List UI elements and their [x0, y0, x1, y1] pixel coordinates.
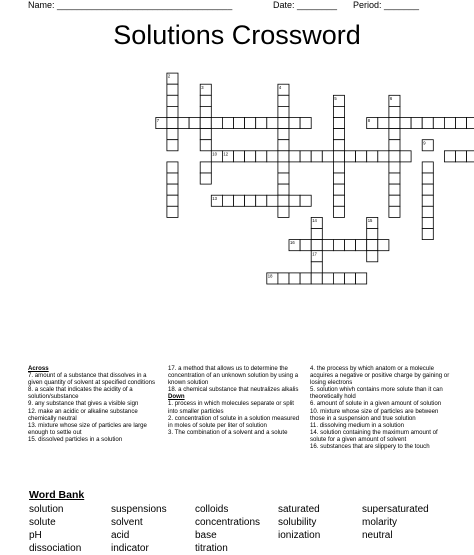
crossword-cell[interactable]	[333, 118, 344, 129]
crossword-cell[interactable]	[200, 140, 211, 151]
crossword-cell[interactable]	[178, 118, 189, 129]
across-clue: 18. a chemical substance that neutralizes alkalis	[168, 386, 299, 394]
across-clue: 8. a scale that indicates the acidity of a solution/substance	[28, 386, 133, 401]
crossword-cell[interactable]	[300, 273, 311, 284]
crossword-cell[interactable]	[389, 173, 400, 184]
word-bank-word: titration	[195, 543, 228, 554]
crossword-cell[interactable]	[222, 195, 233, 206]
crossword-cell[interactable]	[433, 118, 444, 129]
crossword-cell[interactable]	[389, 106, 400, 117]
clue-number: 5	[334, 95, 337, 101]
crossword-cell[interactable]	[378, 240, 389, 251]
date-field-label: Date: ________	[273, 0, 338, 10]
crossword-cell[interactable]	[422, 184, 433, 195]
down-clue: 4. the process by which anatom or a molecule acquires a negative or positive charge by gaining or losing electrons	[310, 365, 450, 387]
word-bank-word: pH	[29, 530, 42, 541]
crossword-cell[interactable]	[278, 140, 289, 151]
crossword-cell[interactable]	[300, 118, 311, 129]
crossword-cell[interactable]	[278, 195, 289, 206]
crossword-cell[interactable]	[289, 151, 300, 162]
clue-number: 17	[312, 251, 317, 257]
crossword-cell[interactable]	[278, 206, 289, 217]
clue-number: 8	[367, 118, 371, 124]
crossword-cell[interactable]	[278, 129, 289, 140]
down-clue: 3. The combination of a solvent and a solute	[168, 428, 288, 436]
crossword-cell[interactable]	[333, 173, 344, 184]
page-title: Solutions Crossword	[113, 20, 361, 50]
crossword-cell[interactable]	[167, 206, 178, 217]
crossword-cell[interactable]	[356, 151, 367, 162]
crossword-cell[interactable]	[289, 273, 300, 284]
down-clue: 2. concentration of solute in a solution measured in moles of solute per liter of solution	[168, 414, 300, 429]
clue-number: 10	[212, 151, 217, 157]
clue-number: 7	[156, 118, 160, 124]
down-clue: 6. amount of solute in a given amount of solution	[310, 400, 442, 408]
crossword-cell[interactable]	[311, 240, 322, 251]
crossword-cell[interactable]	[267, 118, 278, 129]
crossword-cell[interactable]	[278, 162, 289, 173]
down-clue: 10. mixture whose size of particles are between those in a suspension and true solution	[310, 407, 439, 422]
crossword-cell[interactable]	[189, 118, 200, 129]
crossword-cell[interactable]	[300, 151, 311, 162]
crossword-cell[interactable]	[444, 118, 455, 129]
across-heading: Across	[28, 365, 49, 372]
crossword-cell[interactable]	[367, 229, 378, 240]
clue-number: 15	[367, 218, 373, 223]
crossword-cell[interactable]	[333, 195, 344, 206]
crossword-cell[interactable]	[389, 195, 400, 206]
crossword-cell[interactable]	[322, 151, 333, 162]
word-bank-word: neutral	[362, 530, 393, 541]
crossword-cell[interactable]	[333, 140, 344, 151]
across-clue: 13. mixture whose size of particles are large enough to settle out	[28, 421, 147, 436]
crossword-cell[interactable]	[256, 151, 267, 162]
crossword-cell[interactable]	[289, 195, 300, 206]
crossword-cell[interactable]	[200, 106, 211, 117]
crossword-cell[interactable]	[367, 151, 378, 162]
crossword-cell[interactable]	[300, 195, 311, 206]
crossword-cell[interactable]	[311, 229, 322, 240]
crossword-cell[interactable]	[422, 217, 433, 228]
crossword-cell[interactable]	[234, 195, 245, 206]
crossword-cell[interactable]	[322, 273, 333, 284]
crossword-cell[interactable]	[234, 151, 245, 162]
crossword-cell[interactable]	[333, 240, 344, 251]
crossword-cell[interactable]	[422, 173, 433, 184]
clues-column-3	[310, 365, 450, 450]
crossword-cell[interactable]	[378, 151, 389, 162]
crossword-cell[interactable]	[467, 118, 474, 129]
period-field-label: Period: _______	[353, 0, 420, 10]
word-bank-word: solubility	[278, 517, 317, 528]
crossword-cell[interactable]	[389, 184, 400, 195]
crossword-cell[interactable]	[356, 240, 367, 251]
crossword-cell[interactable]	[289, 118, 300, 129]
crossword-cell[interactable]	[389, 151, 400, 162]
word-bank-word: acid	[111, 530, 130, 541]
crossword-cell[interactable]	[422, 206, 433, 217]
across-clue: 17. a method that allows us to determine the concentration of an unknown solution by using a known solution	[168, 365, 299, 387]
crossword-cell[interactable]	[389, 206, 400, 217]
crossword-cell[interactable]	[422, 229, 433, 240]
crossword-cell[interactable]	[400, 151, 411, 162]
crossword-cell[interactable]	[389, 162, 400, 173]
crossword-cell[interactable]	[278, 273, 289, 284]
crossword-cell[interactable]	[278, 95, 289, 106]
crossword-cell[interactable]	[456, 151, 467, 162]
crossword-cell[interactable]	[245, 195, 256, 206]
crossword-cell[interactable]	[322, 240, 333, 251]
word-bank-word: solution	[29, 504, 64, 515]
crossword-cell[interactable]	[211, 118, 222, 129]
crossword-cell[interactable]	[200, 95, 211, 106]
crossword-cell[interactable]	[333, 206, 344, 217]
word-bank-word: ionization	[278, 530, 321, 541]
crossword-cell[interactable]	[456, 118, 467, 129]
down-clue: 14. solution containing the maximum amount of solute for a given amount of solvent	[310, 428, 438, 443]
crossword-cell[interactable]	[278, 106, 289, 117]
crossword-cell[interactable]	[389, 129, 400, 140]
crossword-cell[interactable]	[167, 106, 178, 117]
crossword-cell[interactable]	[378, 118, 389, 129]
crossword-cell[interactable]	[367, 251, 378, 262]
crossword-cell[interactable]	[411, 118, 422, 129]
crossword-cell[interactable]	[167, 84, 178, 95]
crossword-cell[interactable]	[245, 151, 256, 162]
crossword-cell[interactable]	[167, 162, 178, 173]
clue-number: 16	[290, 240, 295, 246]
clue-number: 3	[201, 84, 204, 90]
word-bank-word: suspensions	[111, 504, 167, 515]
crossword-cell[interactable]	[345, 151, 356, 162]
crossword-cell[interactable]	[367, 240, 378, 251]
crossword-cell[interactable]	[444, 151, 455, 162]
crossword-cell[interactable]	[278, 118, 289, 129]
crossword-cell[interactable]	[333, 184, 344, 195]
crossword-cell[interactable]	[333, 151, 344, 162]
down-clue: 16. substances that are slippery to the touch	[310, 443, 430, 451]
clue-number: 9	[423, 140, 426, 146]
word-bank-word: base	[195, 530, 217, 541]
word-bank-word: solute	[29, 517, 56, 528]
crossword-cell[interactable]	[400, 118, 411, 129]
crossword-cell[interactable]	[200, 129, 211, 140]
crossword-cell[interactable]	[167, 173, 178, 184]
crossword-cell[interactable]	[200, 173, 211, 184]
crossword-cell[interactable]	[245, 118, 256, 129]
down-clue: 11. dissolving medium in a solution	[310, 421, 405, 429]
crossword-cell[interactable]	[200, 118, 211, 129]
clue-number: 18	[267, 273, 273, 279]
word-bank-word: solvent	[111, 517, 143, 528]
crossword-cell[interactable]	[311, 151, 322, 162]
crossword-cell[interactable]	[222, 118, 233, 129]
clue-number: 4	[278, 84, 282, 90]
crossword-cell[interactable]	[167, 118, 178, 129]
across-clue: 15. dissolved particles in a solution	[28, 435, 123, 443]
crossword-cell[interactable]	[311, 273, 322, 284]
word-bank-word: molarity	[362, 517, 398, 528]
crossword-cell[interactable]	[167, 140, 178, 151]
crossword-cell[interactable]	[300, 240, 311, 251]
crossword-cell[interactable]	[333, 162, 344, 173]
crossword-cell[interactable]	[200, 162, 211, 173]
clue-number: 12	[223, 151, 229, 157]
crossword-cell[interactable]	[333, 273, 344, 284]
crossword-cell[interactable]	[422, 118, 433, 129]
crossword-cell[interactable]	[345, 273, 356, 284]
word-bank-word: indicator	[111, 543, 149, 554]
name-field-label: Name: ___________________________________	[28, 0, 233, 10]
crossword-cell[interactable]	[267, 151, 278, 162]
down-clue: 1. process in which molecules separate or split into smaller particles	[168, 400, 294, 415]
crossword-cell[interactable]	[333, 129, 344, 140]
crossword-cell[interactable]	[389, 118, 400, 129]
crossword-cell[interactable]	[167, 129, 178, 140]
crossword-cell[interactable]	[389, 140, 400, 151]
clues-column-2	[168, 365, 302, 436]
crossword-cell[interactable]	[356, 273, 367, 284]
down-clue: 5. solution whivh contains more solute than it can theoretically hold	[310, 386, 443, 401]
crossword-cell[interactable]	[167, 95, 178, 106]
word-bank-title: Word Bank	[29, 489, 85, 501]
crossword-cell[interactable]	[311, 262, 322, 273]
crossword-cell[interactable]	[333, 106, 344, 117]
across-clue: 12. make an acidic or alkaline substance chemically neutral	[28, 407, 138, 422]
crossword-cell[interactable]	[467, 151, 474, 162]
crossword-cell[interactable]	[278, 151, 289, 162]
word-bank-word: colloids	[195, 504, 229, 515]
crossword-cell[interactable]	[278, 173, 289, 184]
clue-number: 6	[389, 95, 393, 101]
across-clue: 9. any substance that gives a visible sign	[28, 400, 139, 408]
clue-number: 2	[167, 73, 171, 79]
crossword-cell[interactable]	[234, 118, 245, 129]
word-bank-word: saturated	[278, 504, 320, 515]
crossword-cell[interactable]	[422, 162, 433, 173]
crossword-cell[interactable]	[167, 184, 178, 195]
clues-column-1	[28, 365, 160, 443]
clue-number: 14	[312, 218, 317, 223]
clue-number: 13	[212, 195, 217, 201]
word-bank-word: supersaturated	[362, 504, 429, 515]
crossword-cell[interactable]	[167, 195, 178, 206]
crossword-cell[interactable]	[422, 195, 433, 206]
crossword-cell[interactable]	[256, 195, 267, 206]
across-clue: 7. amount of a substance that dissolves in a given quantity of solvent at specified conditions	[28, 372, 156, 387]
word-bank-word: concentrations	[195, 517, 261, 528]
crossword-cell[interactable]	[267, 195, 278, 206]
down-heading: Down	[168, 393, 185, 401]
crossword-cell[interactable]	[256, 118, 267, 129]
crossword-cell[interactable]	[278, 184, 289, 195]
crossword-cell[interactable]	[345, 240, 356, 251]
word-bank-word: dissociation	[29, 543, 82, 554]
